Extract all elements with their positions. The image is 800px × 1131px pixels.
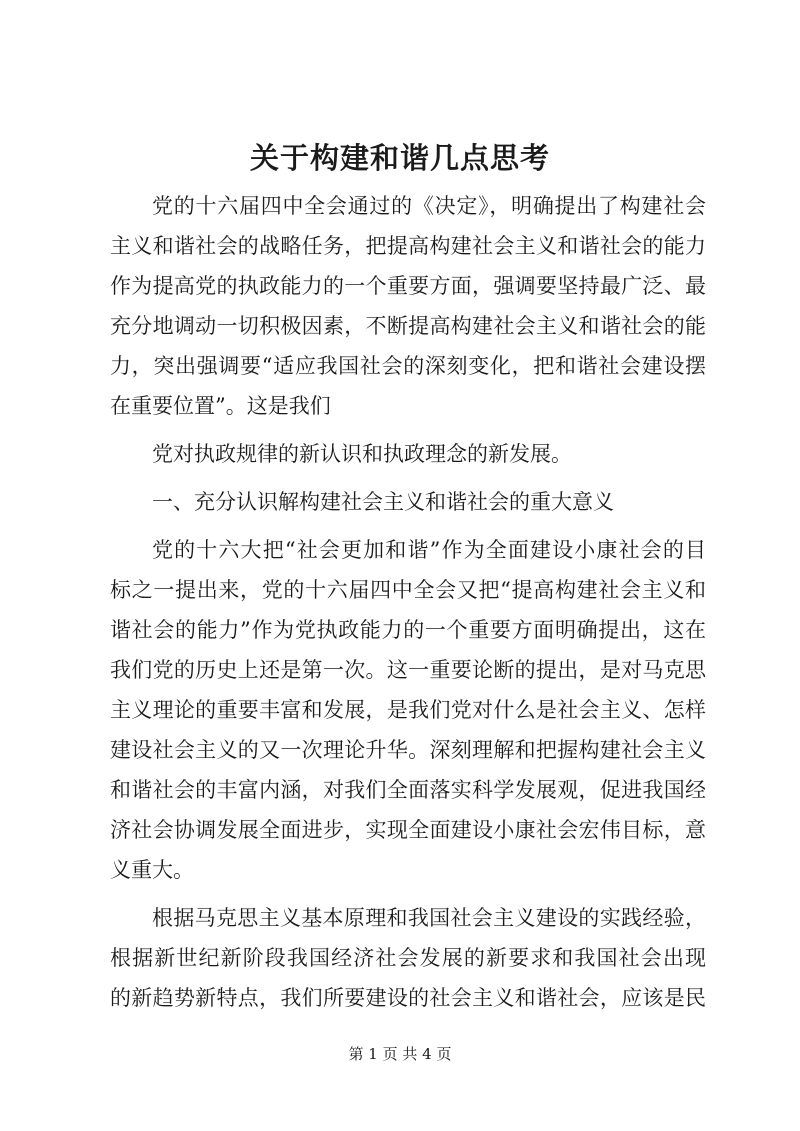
text-line: 济社会协调发展全面进步，实现全面建设小康社会宏伟目标，意 bbox=[110, 818, 706, 842]
paragraph bbox=[110, 898, 706, 1018]
text-line: 建设社会主义的又一次理论升华。深刻理解和把握构建社会主义 bbox=[110, 738, 706, 762]
page-footer: 第 1 页 共 4 页 bbox=[348, 1045, 452, 1063]
text-line: 和谐社会的丰富内涵，对我们全面落实科学发展观，促进我国经 bbox=[110, 778, 706, 802]
text-line: 主义和谐社会的战略任务，把提高构建社会主义和谐社会的能力 bbox=[110, 234, 706, 258]
text-line: 谐社会的能力”作为党执政能力的一个重要方面明确提出，这在 bbox=[110, 618, 706, 642]
text-line: 党的十六大把“社会更加和谐”作为全面建设小康社会的目 bbox=[152, 538, 706, 562]
text-line: 义重大。 bbox=[110, 858, 194, 882]
paragraph bbox=[110, 530, 706, 890]
text-line: 的新趋势新特点，我们所要建设的社会主义和谐社会，应该是民 bbox=[110, 986, 706, 1010]
text-line: 力，突出强调要“适应我国社会的深刻变化，把和谐社会建设摆 bbox=[110, 354, 706, 378]
text-line: 根据新世纪新阶段我国经济社会发展的新要求和我国社会出现 bbox=[110, 946, 706, 970]
text-line: 我们党的历史上还是第一次。这一重要论断的提出，是对马克思 bbox=[110, 658, 706, 682]
text-line: 一、充分认识解构建社会主义和谐社会的重大意义 bbox=[152, 490, 614, 514]
text-line: 根据马克思主义基本原理和我国社会主义建设的实践经验， bbox=[152, 906, 706, 930]
text-line: 充分地调动一切积极因素，不断提高构建社会主义和谐社会的能 bbox=[110, 314, 706, 338]
document-title: 关于构建和谐几点思考 bbox=[249, 141, 550, 175]
text-line: 主义理论的重要丰富和发展，是我们党对什么是社会主义、怎样 bbox=[110, 698, 706, 722]
text-line: 在重要位置”。这是我们 bbox=[110, 394, 331, 418]
text-line: 标之一提出来，党的十六届四中全会又把“提高构建社会主义和 bbox=[110, 578, 706, 602]
text-line: 作为提高党的执政能力的一个重要方面，强调要坚持最广泛、最 bbox=[110, 274, 706, 298]
paragraph bbox=[110, 434, 706, 474]
text-line: 党对执政规律的新认识和执政理念的新发展。 bbox=[152, 442, 572, 466]
paragraph bbox=[110, 186, 706, 426]
section-heading bbox=[110, 482, 706, 522]
document-body bbox=[110, 186, 706, 1018]
text-line: 党的十六届四中全会通过的《决定》，明确提出了构建社会 bbox=[152, 194, 706, 218]
